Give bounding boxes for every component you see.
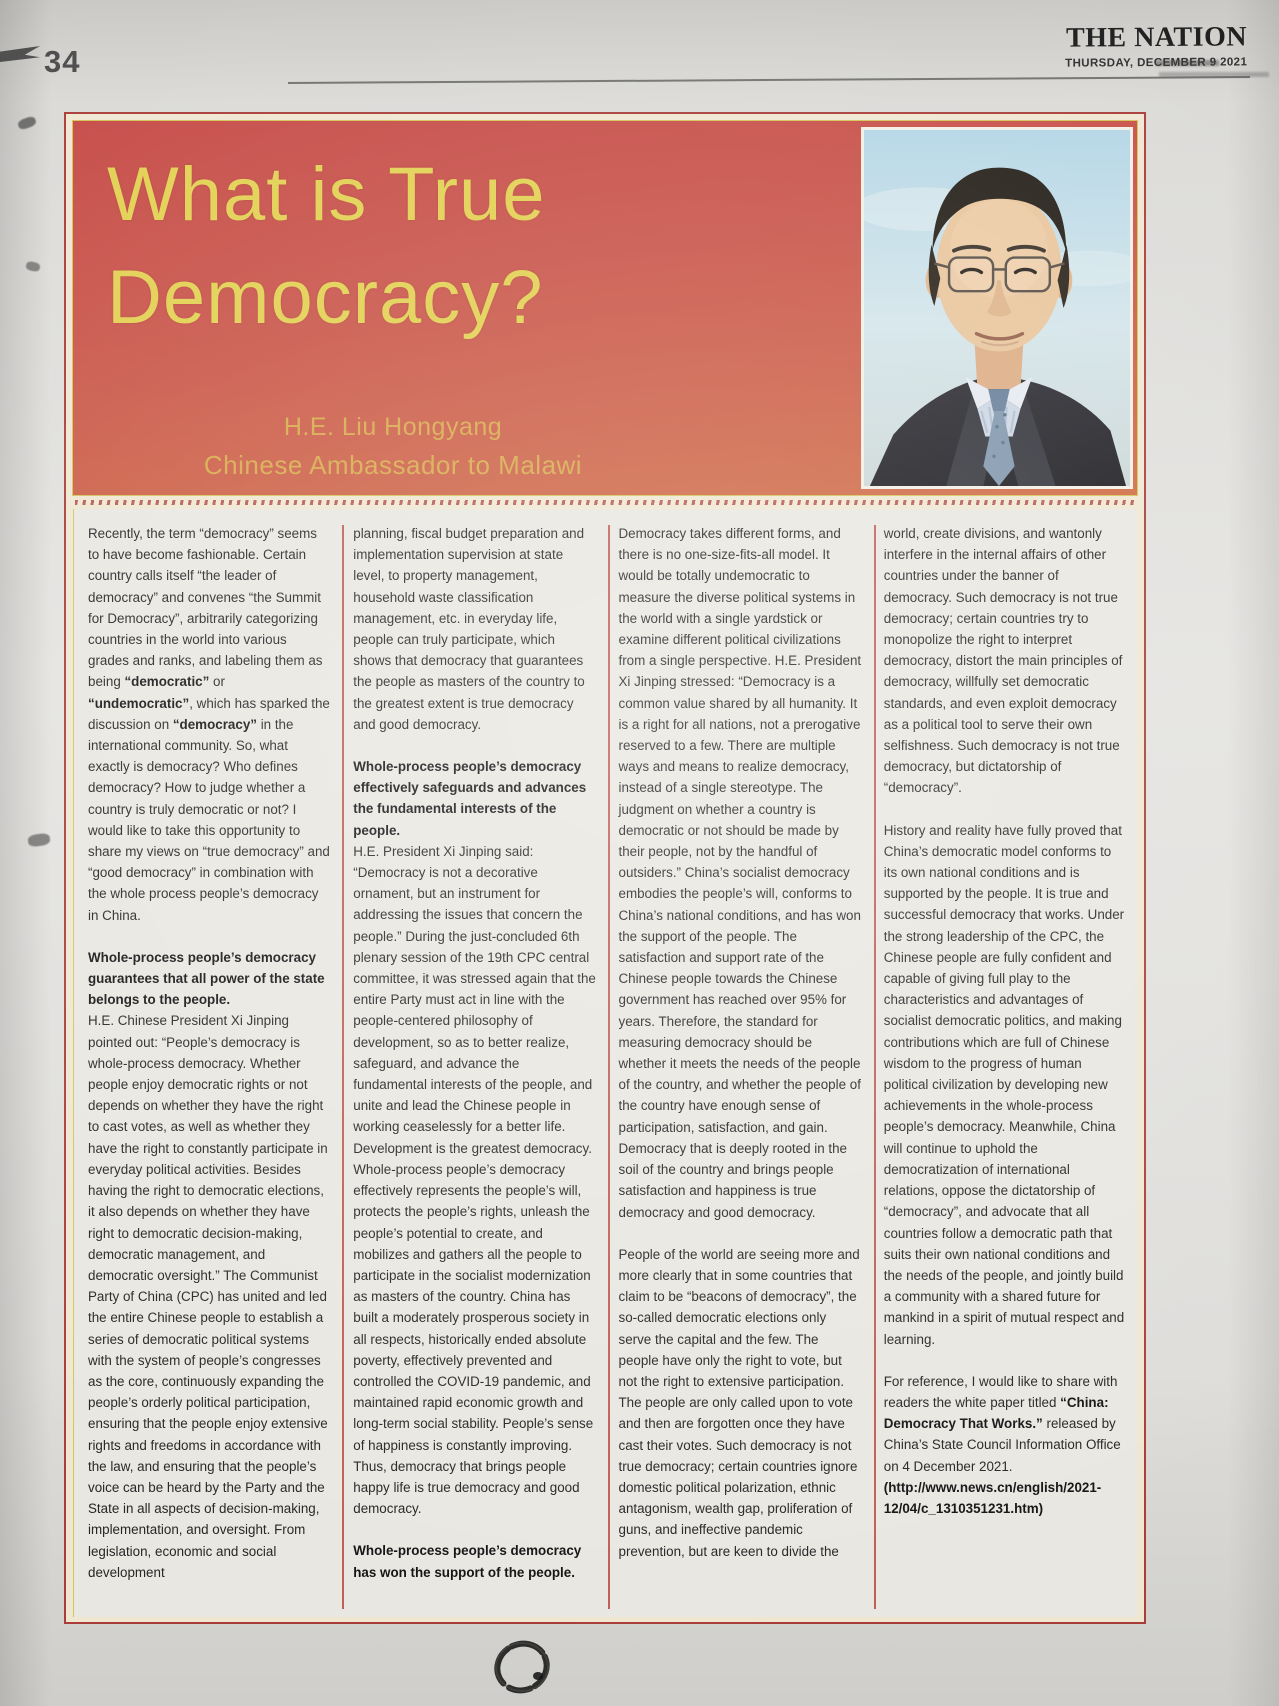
print-smudge — [1155, 60, 1219, 66]
article-paragraph: People of the world are seeing more and more clearly that in some countries that claim to be “beacons of democracy”, the so-called democratic elections only serve the capital and the few. The people have only the right to vote, but not the right to extensive participation. The people are only called upon to vote and then are forgotten once they have cast their votes. Such democracy is not true democracy; certain countries ignore domestic political polarization, ethnic antagonism, wealth gap, proliferation of guns, and ineffective pandemic prevention, but are keen to divide the — [618, 1246, 860, 1559]
header-rule — [288, 76, 1250, 84]
article-paragraph: For reference, I would like to share with readers the white paper titled “China: Democracy That Works.” released by China’s State Council Information Office on 4 December 2021. (http://www.news.cn/english/2021-12/04/c_1310351231.htm) — [883, 1373, 1121, 1516]
column-divider — [874, 525, 876, 1609]
portrait-illustration — [864, 130, 1130, 486]
article-paragraph: Recently, the term “democracy” seems to have become fashionable. Certain country calls itself “the leader of democracy” and convenes “the Summit for Democracy”, arbitrarily categorizing countries in the world into various grades and ranks, and labeling them as being “democratic” or “undemocratic”, which has sparked the discussion on “democracy” in the international community. So, what exactly is democracy? Who defines democracy? How to judge whether a country is truly democratic or not? I would like to take this opportunity to share my views on “true democracy” and “good democracy” in combination with the whole process people’s democracy in China. — [88, 526, 330, 923]
stain-ring-icon — [486, 1636, 558, 1698]
article-column-1 — [88, 523, 331, 1617]
ambassador-photo — [861, 127, 1133, 489]
article-banner — [73, 121, 1137, 495]
masthead-title: THE NATION — [1065, 21, 1248, 54]
masthead-date: THURSDAY, DECEMBER 9 2021 — [1064, 56, 1248, 70]
article-paragraph: H.E. Chinese President Xi Jinping pointed out: “People’s democracy is whole-process democracy. Whether people enjoy democratic rights or not depends on whether they have the right to cast votes, as well as whether they have the right to constantly participate in everyday political activities. Besides having the right to democratic elections, it also depends on whether they have right to democratic decision-making, democratic management, and democratic oversight.” The Communist Party of China (CPC) has united and led the entire Chinese people to establish a series of democratic political systems with the system of people’s congresses as the core, continuously expanding the people’s orderly political participation, ensuring that the people enjoy extensive rights and freedoms in accordance with the law, and ensuring that the people’s voice can be heard by the Party and the State in all aspects of decision-making, implementation, and oversight. From legislation, economic and social development — [88, 1013, 328, 1580]
article-title — [107, 143, 546, 350]
print-artifact-mark — [0, 46, 40, 62]
article-title-line1: What is True — [107, 152, 546, 237]
section-heading: Whole-process people’s democracy has won the support of the people. — [353, 1543, 582, 1580]
section-heading: Whole-process people’s democracy effectively safeguards and advances the fundamental interests of the people. — [353, 759, 587, 838]
article-column-4 — [884, 523, 1127, 1617]
article-paragraph: planning, fiscal budget preparation and implementation supervision at state level, to property management, household waste classification management, etc. in everyday life, people can truly participate, which shows that democracy that guarantees the people as masters of the country to the greatest extent is true democracy and good democracy. — [353, 526, 585, 732]
article-column-3 — [619, 523, 862, 1617]
byline — [73, 413, 713, 481]
article-paragraph: H.E. President Xi Jinping said: “Democracy is not a decorative ornament, but an instrument for addressing the issues that concern the people.” During the just-concluded 6th plenary session of the 19th CPC central committee, it was stressed again that the entire Party must act in line with the people-centered philosophy of development, so as to better realize, safeguard, and advance the fundamental interests of the people, and unite and lead the Chinese people in working ceaselessly for a better life. Development is the greatest democracy. Whole-process people’s democracy effectively represents the people’s will, protects the people’s rights, unleash the people’s potential to create, and mobilizes and gathers all the people to participate in the socialist modernization as masters of the country. China has built a moderately prosperous society in all respects, historically ended absolute poverty, effectively prevented and controlled the COVID-19 pandemic, and maintained rapid economic growth and long-term social stability. People’s sense of happiness is constantly improving. Thus, democracy that brings people happy life is true democracy and good democracy. — [353, 843, 596, 1517]
article-paragraph: world, create divisions, and wantonly interfere in the internal affairs of other countries under the banner of democracy. Such democracy is not true democracy; certain countries try to monopolize the right to interpret democracy, distort the main principles of democracy, willfully set democratic standards, and even exploit democracy as a political tool to serve their own selfishness. Such democracy is not true democracy, but dictatorship of “democracy”. — [883, 526, 1123, 796]
article-paragraph: History and reality have fully proved that China’s democratic model conforms to its own national conditions and is supported by the people. It is true and successful democracy that works. Under the strong leadership of the CPC, the Chinese people are fully confident and capable of giving full play to the characteristics and advantages of socialist democratic politics, and making contributions which are full of Chinese wisdom to the progress of human political civilization by developing new achievements in the whole-process people’s democracy. Meanwhile, China will continue to uphold the democratization of international relations, oppose the dictatorship of “democracy”, and advocate that all countries follow a democratic path that suits their own national conditions and the needs of the people, and jointly build a community with a shared future for mankind in a spirit of mutual respect and learning. — [883, 822, 1125, 1347]
section-heading: Whole-process people’s democracy guarantees that all power of the state belongs to the people. — [88, 949, 325, 1008]
article-paragraph: Democracy takes different forms, and there is no one-size-fits-all model. It would be totally undemocratic to measure the diverse political systems in the world with a single yardstick or examine different political civilizations from a single perspective. H.E. President Xi Jinping stressed: “Democracy is a common value shared by all humanity. It is a right for all nations, not a prerogative reserved to a few. There are multiple ways and means to realize democracy, instead of a single stereotype. The judgment on whether a country is democratic or not should be made by their people, not by the handful of outsiders.” China’s socialist democracy embodies the people’s will, conforms to China’s national conditions, and has won the support of the people. The satisfaction and support rate of the Chinese people towards the Chinese government has reached over 95% for years. Therefore, the standard for measuring democracy should be whether it meets the needs of the people of the country, and whether the people of the country have enough sense of participation, satisfaction, and gain. Democracy that is deeply rooted in the soil of the country and brings people satisfaction and happiness is true democracy and good democracy. — [618, 526, 862, 1220]
page-pin-mark — [27, 833, 50, 848]
decorative-separator — [75, 500, 1135, 505]
column-divider — [608, 525, 610, 1609]
column-divider — [342, 525, 344, 1609]
article-body — [73, 509, 1137, 1617]
article-frame — [64, 112, 1146, 1624]
article-title-line2: Democracy? — [107, 255, 544, 341]
byline-role: Chinese Ambassador to Malawi — [203, 450, 583, 480]
page-pin-mark — [17, 115, 37, 131]
article-column-2 — [353, 523, 596, 1617]
stain-ring-mark — [486, 1636, 558, 1698]
byline-author: H.E. Liu Hongyang — [283, 413, 503, 441]
page-pin-mark — [25, 261, 41, 273]
page-number: 34 — [44, 44, 81, 79]
